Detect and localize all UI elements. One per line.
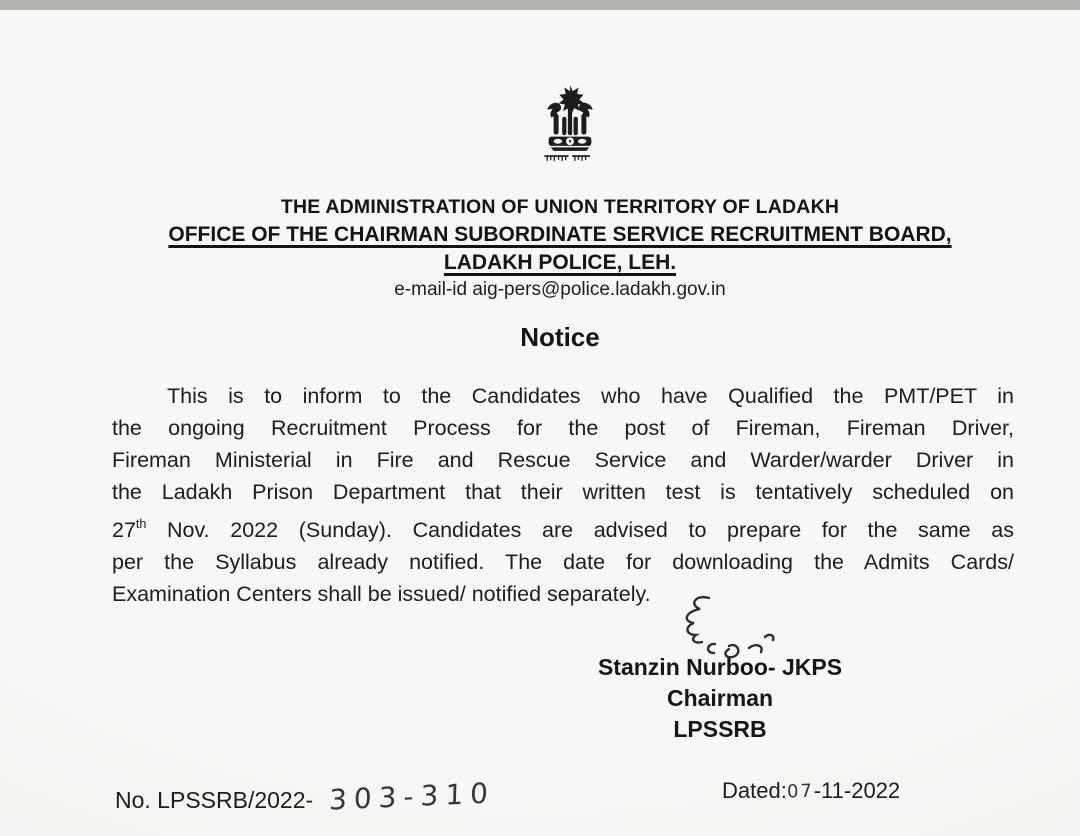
notice-title: Notice [520, 322, 600, 352]
exam-date-ordinal: th [135, 517, 147, 531]
india-state-emblem-icon [534, 84, 606, 168]
letterhead-line3: LADAKH POLICE, LEH. [443, 251, 677, 274]
date-printed: -11-2022 [813, 778, 901, 803]
signatory-organization: LPSSRB [673, 716, 767, 742]
letterhead-line1: THE ADMINISTRATION OF UNION TERRITORY OF LADAKH [280, 196, 840, 218]
letterhead-line2: OFFICE OF THE CHAIRMAN SUBORDINATE SERVICE RECRUITMENT BOARD, [168, 223, 952, 246]
notice-body-line: This is to inform to the Candidates who have Qualified the PMT/PET in [167, 384, 1014, 408]
notice-body-line: the ongoing Recruitment Process for the post of Fireman, Fireman Driver, [112, 416, 1014, 440]
date-label: Dated: [722, 778, 787, 803]
date-day-handwritten: 07 [786, 780, 815, 803]
notice-body [112, 380, 1014, 610]
signatory-designation: Chairman [666, 685, 774, 711]
notice-body-line-exam-date [112, 508, 1014, 546]
reference-number-handwritten: 303-310 [328, 776, 496, 817]
exam-date-rest: Nov. 2022 (Sunday). Candidates are advised to prepare for the same as [146, 518, 1014, 542]
reference-number-line [115, 776, 496, 817]
signature-scribble [645, 592, 795, 660]
letterhead [30, 194, 1080, 304]
scan-edge-artifact [0, 0, 1080, 10]
emblem-motto [606, 84, 607, 85]
signatory-name: Stanzin Nurboo- JKPS [597, 654, 843, 680]
signatory-block [520, 652, 920, 745]
exam-date-day: 27 [112, 518, 136, 542]
notice-body-line: Examination Centers shall be issued/ notified separately. [112, 582, 651, 606]
notice-body-line: per the Syllabus already notified. The date for downloading the Admits Cards/ [112, 550, 1014, 574]
notice-body-line: Fireman Ministerial in Fire and Rescue Service and Warder/warder Driver in [112, 448, 1014, 472]
letterhead-email: e-mail-id aig-pers@police.ladakh.gov.in [394, 279, 726, 300]
reference-number-label: No. LPSSRB/2022- [115, 787, 314, 813]
notice-body-line: the Ladakh Prison Department that their written test is tentatively scheduled on [112, 480, 1014, 504]
date-line [722, 778, 900, 804]
